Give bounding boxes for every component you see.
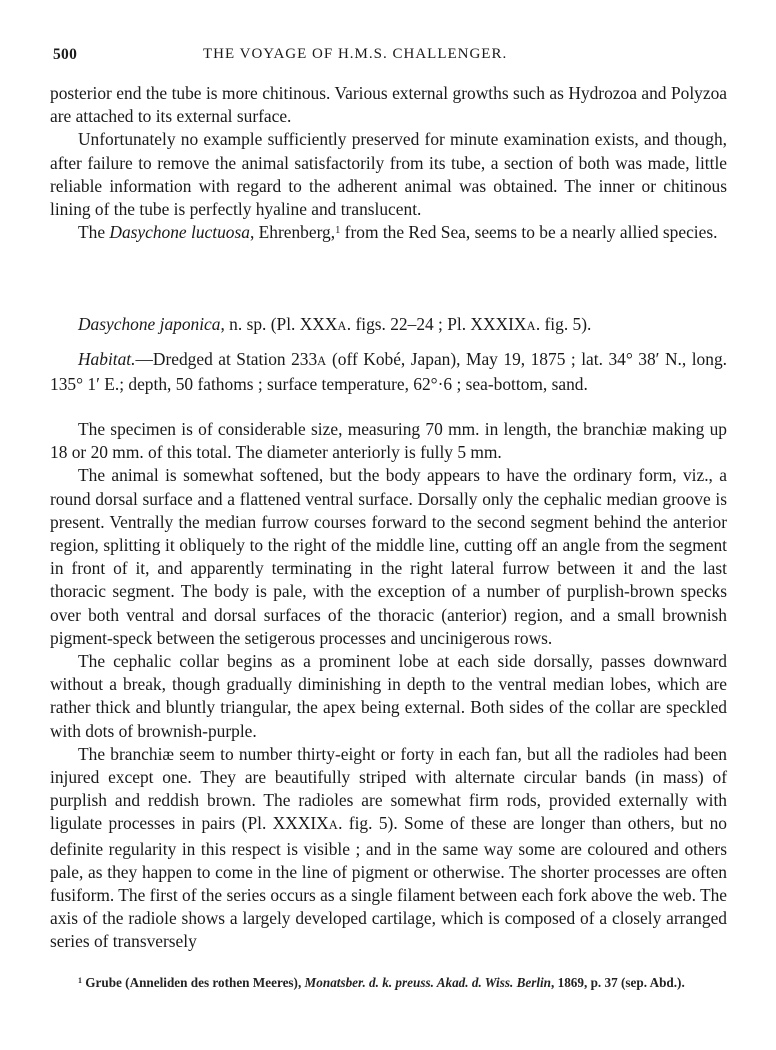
paragraph-continuation: posterior end the tube is more chitinous. Various external growths such as Hydrozoa and Polyzoa are attached to its external surface. [50, 83, 727, 127]
paragraph-luctuosa: The Dasychone luctuosa, Ehrenberg,$^1$ from the Red Sea, seems to be a nearly allied species. [78, 222, 718, 243]
species-heading: Dasychone japonica, n. sp. (Pl. XXXA. figs. 22–24 ; Pl. XXXIXA. fig. 5). [78, 314, 592, 334]
habitat-label: Habitat. [78, 349, 136, 369]
paragraph-cephalic-collar: The cephalic collar begins as a prominent lobe at each side dorsally, passes downward without a break, though gradually diminishing in depth to the ventral median lobes, which are rather thick and bluntly triangular, the apex being external. Both sides of the collar are speckled with dots of brownish-purple. [50, 651, 727, 741]
footnote-journal: Monatsber. d. k. preuss. Akad. d. Wiss. Berlin [304, 975, 552, 990]
running-title: THE VOYAGE OF H.M.S. CHALLENGER. [203, 46, 508, 62]
opening-section [50, 82, 727, 244]
footnote-reference[interactable]: 1 [335, 225, 341, 236]
paragraph-specimen-size: The specimen is of considerable size, measuring 70 mm. in length, the branchiæ making up 18 or 20 mm. of this total. The diameter anteriorly is fully 5 mm. [50, 419, 727, 463]
footnote: $^1$ Grube (Anneliden des rothen Meeres), Monatsber. d. k. preuss. Akad. d. Wiss. Berlin, 1869, p. 37 (sep. Abd.). [78, 975, 685, 990]
species-name-luctuosa: Dasychone luctuosa [109, 222, 250, 243]
species-name-japonica: Dasychone japonica [78, 314, 221, 334]
paragraph-body-form: The animal is somewhat softened, but the body appears to have the ordinary form, viz., a round dorsal surface and a flattened ventral surface. Dorsally only the cephalic median groove is present. Ventrally the median furrow courses forward to the second segment behind the anterior region, splitting it obliquely to the right of the middle line, cutting off an angle from the segment in front of it, and apparently terminating in the right lateral furrow between it and the last thoracic segment. The body is pale, with the exception of a number of purplish-brown specks over both ventral and dorsal surfaces of the thoracic (anterior) region, and a small brownish pigment-speck between the setigerous processes and uncinigerous rows. [50, 465, 727, 648]
paragraph-unfortunately: Unfortunately no example sufficiently preserved for minute examination exists, and though, after failure to remove the animal satisfactorily from its tube, a section of both was made, little reliable information with regard to the adherent animal was obtained. The inner or chitinous lining of the tube is perfectly hyaline and translucent. [50, 129, 727, 220]
description-section [50, 418, 727, 954]
habitat-paragraph: Habitat.—Dredged at Station 233A (off Kobé, Japan), May 19, 1875 ; lat. 34° 38′ N., long. 135° 1′ E.; depth, 50 fathoms ; surface temperature, 62°·6 ; sea-bottom, sand. [50, 349, 727, 394]
running-head [53, 46, 730, 70]
paragraph-branchiae: The branchiæ seem to number thirty-eight or forty in each fan, but all the radioles had been injured except one. They are beautifully striped with alternate circular bands (in mass) of purplish and reddish brown. The radioles are somewhat firm rods, provided externally with ligulate processes in pairs (Pl. XXXIXA. fig. 5). Some of these are longer than others, but no definite regularity in this respect is visible ; and in the same way some are coloured and others pale, as they happen to come in the line of pigment or otherwise. The shorter processes are often fusiform. The first of the series occurs as a single filament between each fork above the web. The axis of the radiole shows a largely developed cartilage, which is composed of a closely arranged series of transversely [50, 743, 728, 952]
page-number: 500 [53, 46, 78, 63]
footnote-mark: 1 [78, 976, 82, 986]
